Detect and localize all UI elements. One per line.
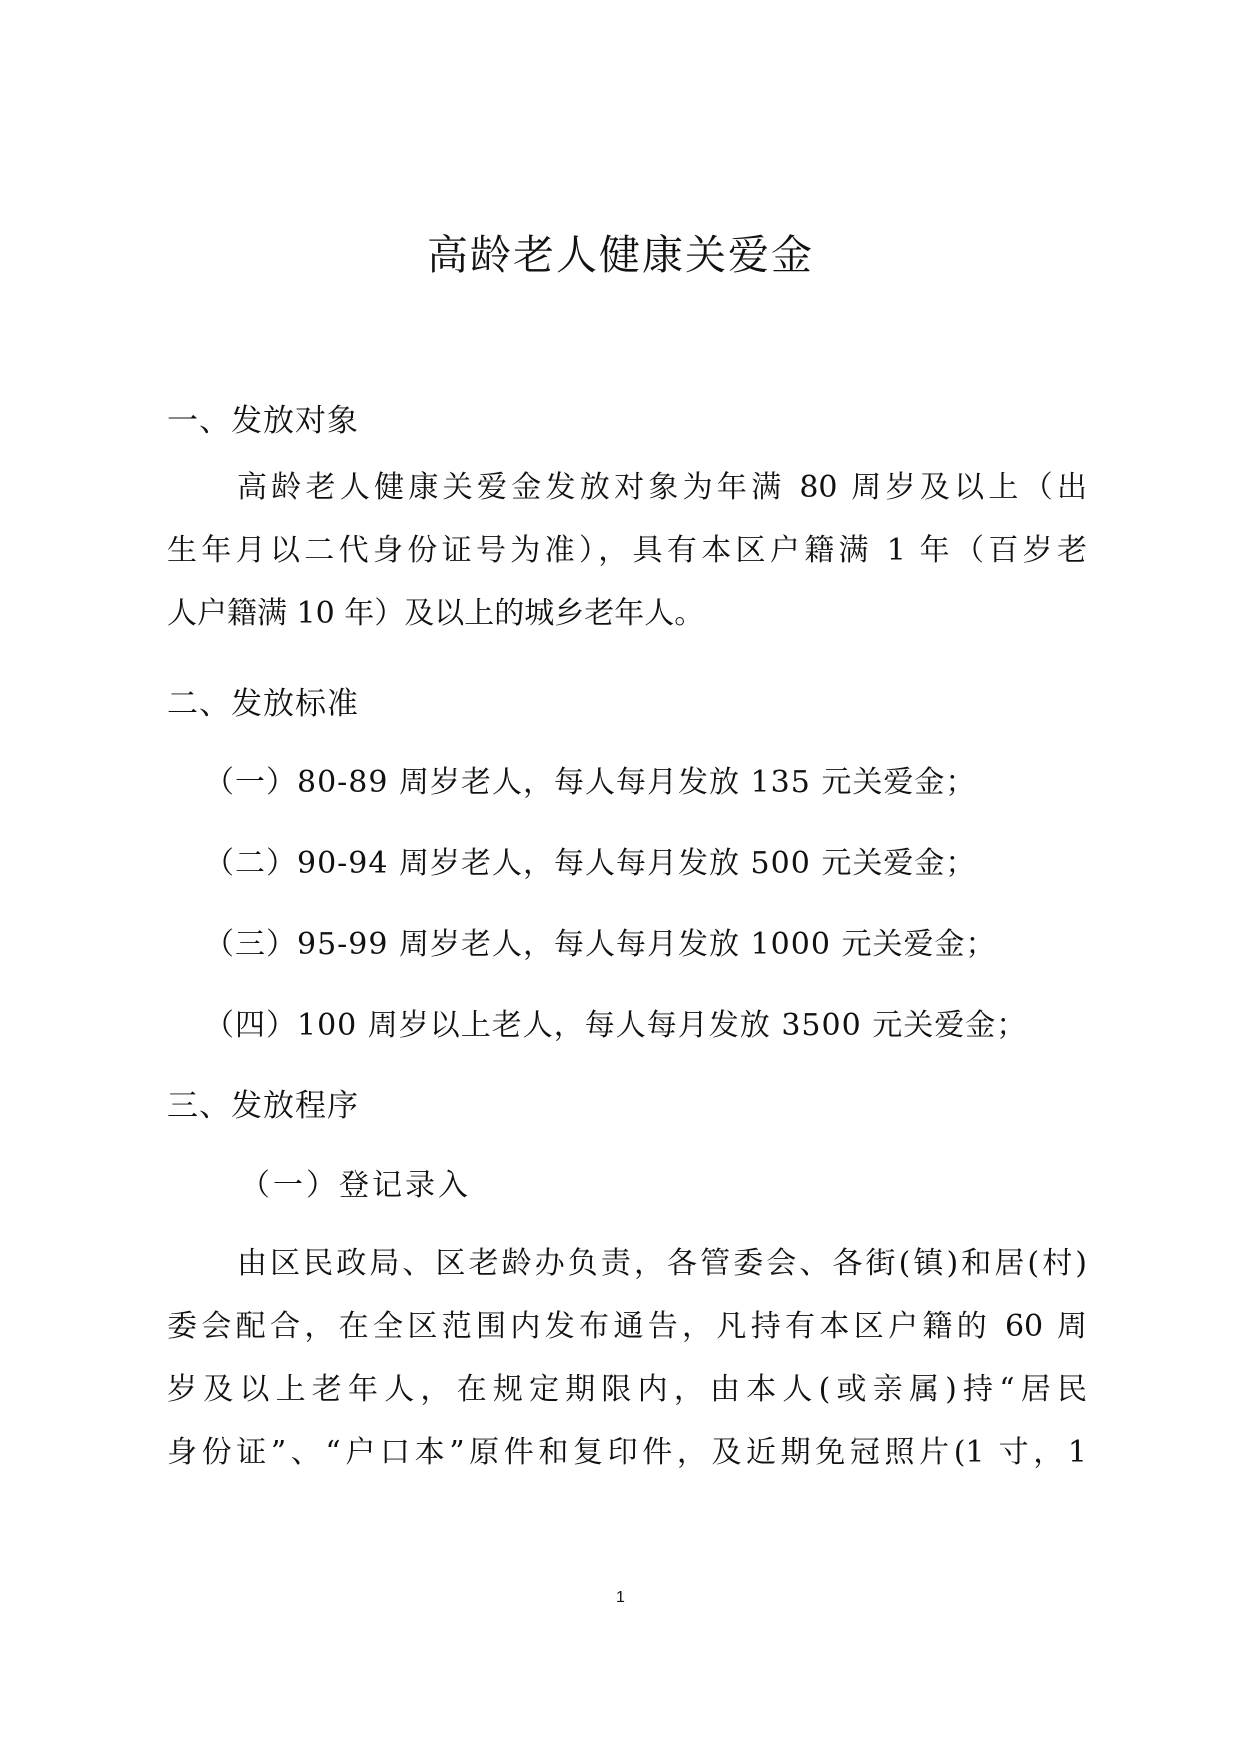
section-heading-recipients: 一、发放对象 [167,403,359,439]
section-heading-standards: 二、发放标准 [167,686,359,722]
registration-paragraph [167,1232,1087,1484]
standard-item: （三）95-99 周岁老人，每人每月发放 1000 元关爱金； [204,927,997,962]
paragraph-line: 高龄老人健康关爱金发放对象为年满 80 周岁及以上（出 [237,470,1087,505]
recipients-paragraph [167,456,1087,645]
paragraph-line: 身份证”、“户口本”原件和复印件，及近期免冠照片(1 寸，1 [167,1435,1087,1470]
document-title: 高龄老人健康关爱金 [427,231,814,279]
section-heading-procedure: 三、发放程序 [167,1088,359,1124]
paragraph-line: 生年月以二代身份证号为准），具有本区户籍满 1 年（百岁老 [167,533,1087,568]
page-number: 1 [616,1589,625,1606]
subsection-heading-registration: （一）登记录入 [240,1168,471,1203]
standard-item: （二）90-94 周岁老人，每人每月发放 500 元关爱金； [204,846,977,881]
paragraph-line: 委会配合，在全区范围内发布通告，凡持有本区户籍的 60 周 [167,1309,1087,1344]
standard-item: （一）80-89 周岁老人，每人每月发放 135 元关爱金； [204,765,977,800]
paragraph-line: 由区民政局、区老龄办负责，各管委会、各街(镇)和居(村) [237,1246,1087,1281]
standard-item: （四）100 周岁以上老人，每人每月发放 3500 元关爱金； [204,1008,1028,1043]
paragraph-line: 人户籍满 10 年）及以上的城乡老年人。 [167,596,705,631]
paragraph-line: 岁及以上老年人，在规定期限内，由本人(或亲属)持“居民 [167,1372,1087,1407]
